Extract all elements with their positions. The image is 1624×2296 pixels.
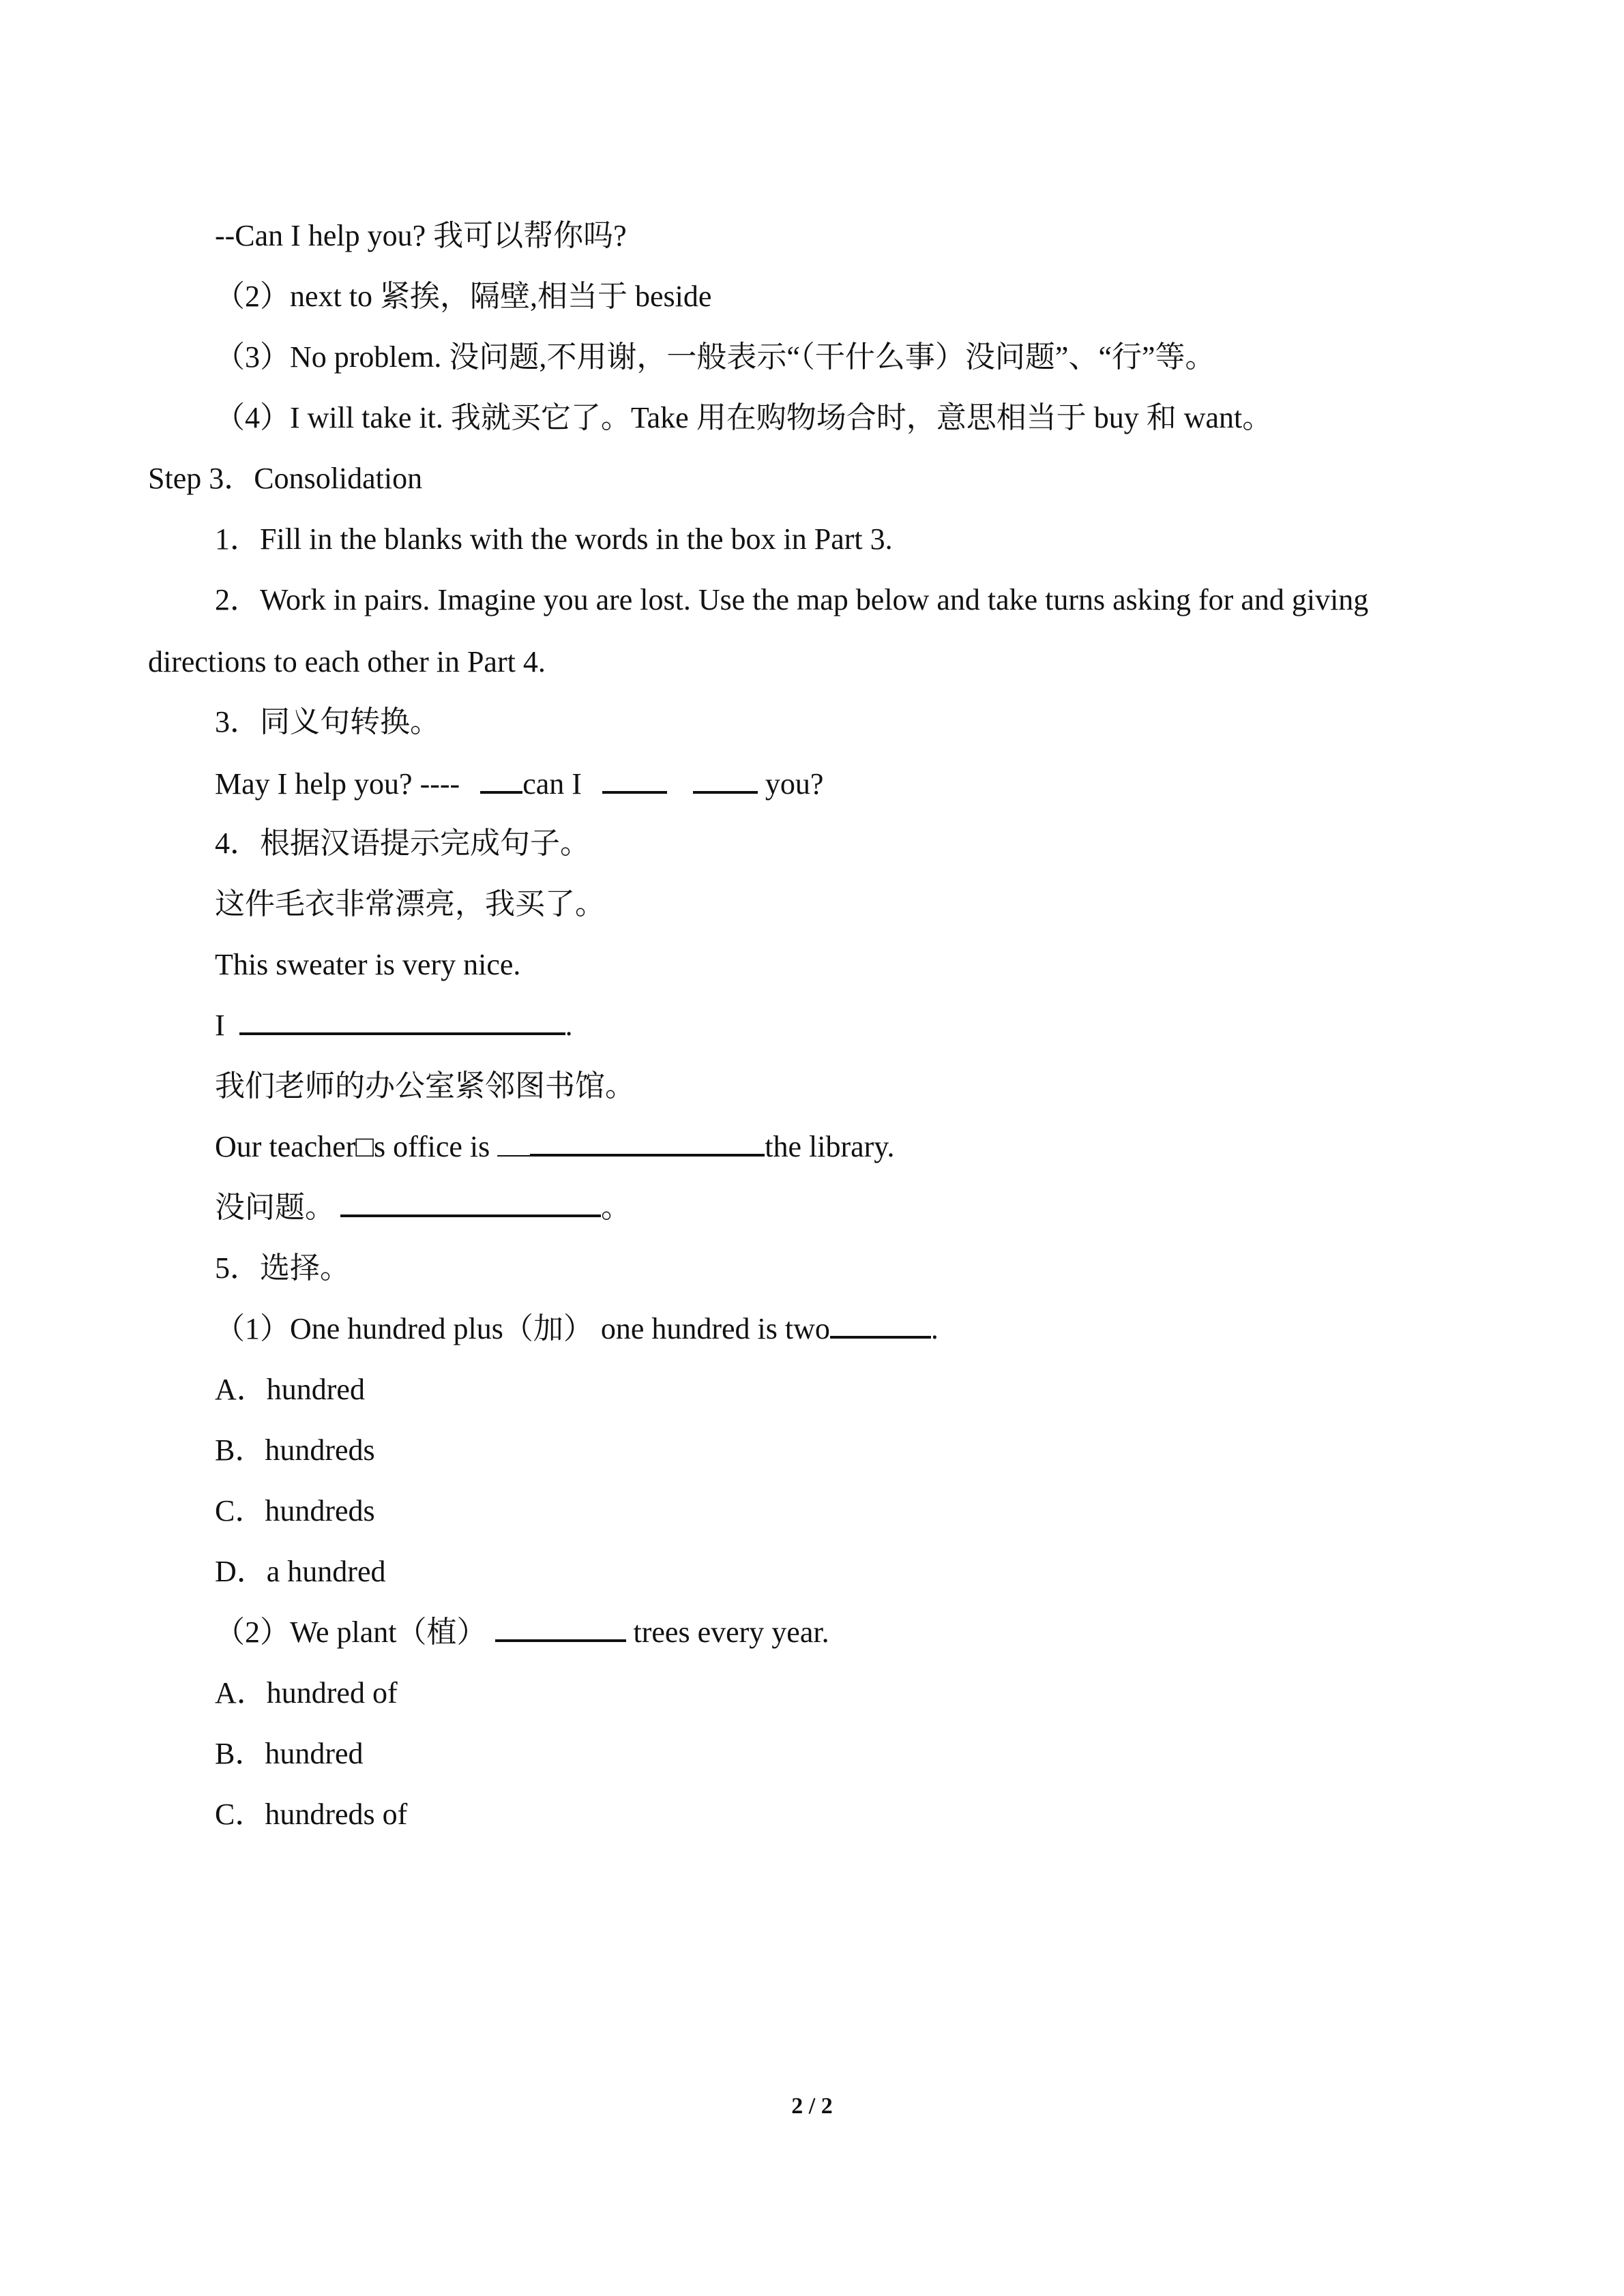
s1-subject: I — [215, 1009, 233, 1042]
item-2-line2: directions to each other in Part 4. — [148, 645, 546, 679]
q3-part-b: can I — [522, 767, 582, 801]
s2-chinese: 我们老师的办公室紧邻图书馆。 — [215, 1069, 635, 1103]
note-next-to: （2）next to 紧挨，隔壁,相当于 beside — [215, 280, 712, 313]
item-3: 3．同义句转换。 — [215, 705, 440, 739]
q2-option-a[interactable]: A．hundred of — [215, 1676, 398, 1710]
q2-question — [215, 1613, 829, 1652]
s1-english: This sweater is very nice. — [215, 948, 521, 981]
s3-blank[interactable] — [340, 1189, 601, 1217]
s1-period: . — [565, 1009, 573, 1042]
item-2-line1: 2．Work in pairs. Imagine you are lost. Use the map below and take turns asking for and giving — [215, 583, 1369, 616]
item-1: 1．Fill in the blanks with the words in the box in Part 3. — [215, 522, 893, 556]
s1-chinese: 这件毛衣非常漂亮，我买了。 — [215, 887, 605, 921]
q3-blank-3-line[interactable] — [693, 765, 758, 794]
q3-sentence — [215, 765, 823, 803]
s3-end: 。 — [601, 1191, 631, 1224]
s1-answer — [215, 1007, 573, 1045]
s3-chinese: 没问题。 — [215, 1191, 335, 1224]
q1-question — [215, 1310, 939, 1348]
s1-blank[interactable] — [239, 1007, 565, 1035]
item-4: 4．根据汉语提示完成句子。 — [215, 826, 590, 860]
q1-option-d[interactable]: D．a hundred — [215, 1555, 386, 1588]
q3-blank-2-line[interactable] — [602, 765, 667, 794]
q3-part-a: May I help you? ---- — [215, 767, 460, 801]
step3-heading: Step 3．Consolidation — [148, 462, 423, 495]
s3-answer — [215, 1189, 631, 1227]
q2-text-end: trees every year. — [625, 1615, 829, 1649]
s2-answer — [215, 1128, 894, 1166]
item-5: 5．选择。 — [215, 1251, 350, 1285]
q2-option-b[interactable]: B．hundred — [215, 1737, 364, 1770]
s2-part-b: the library. — [765, 1130, 895, 1163]
s2-part-a: Our teacher□s office is — [215, 1130, 498, 1163]
note-take-it: （4）I will take it. 我就买它了。Take 用在购物场合时，意思相当于 buy 和 want。 — [215, 401, 1273, 434]
q3-part-c: you? — [757, 767, 824, 801]
q1-blank[interactable] — [830, 1310, 931, 1339]
note-no-problem: （3）No problem. 没问题,不用谢，一般表示“（干什么事）没问题”、“行”等。 — [215, 340, 1215, 374]
page-number: 2 / 2 — [791, 2093, 833, 2119]
q2-blank[interactable] — [495, 1613, 626, 1642]
q3-blank-3[interactable] — [667, 768, 693, 794]
q1-period: . — [930, 1312, 939, 1345]
q1-text: （1）One hundred plus（加） one hundred is two — [215, 1312, 830, 1345]
q1-option-c[interactable]: C．hundreds — [215, 1494, 375, 1527]
q1-option-a[interactable]: A．hundred — [215, 1373, 365, 1406]
q1-option-b[interactable]: B．hundreds — [215, 1433, 375, 1467]
q3-blank-2[interactable] — [582, 768, 602, 794]
q3-blank-1-line[interactable] — [480, 765, 522, 794]
s2-blank[interactable] — [530, 1128, 765, 1157]
s2-blank-lead[interactable] — [497, 1129, 530, 1157]
q2-text: （2）We plant（植） — [215, 1615, 487, 1649]
note-can-i-help-you: --Can I help you? 我可以帮你吗? — [215, 219, 627, 252]
q2-option-c[interactable]: C．hundreds of — [215, 1798, 408, 1831]
